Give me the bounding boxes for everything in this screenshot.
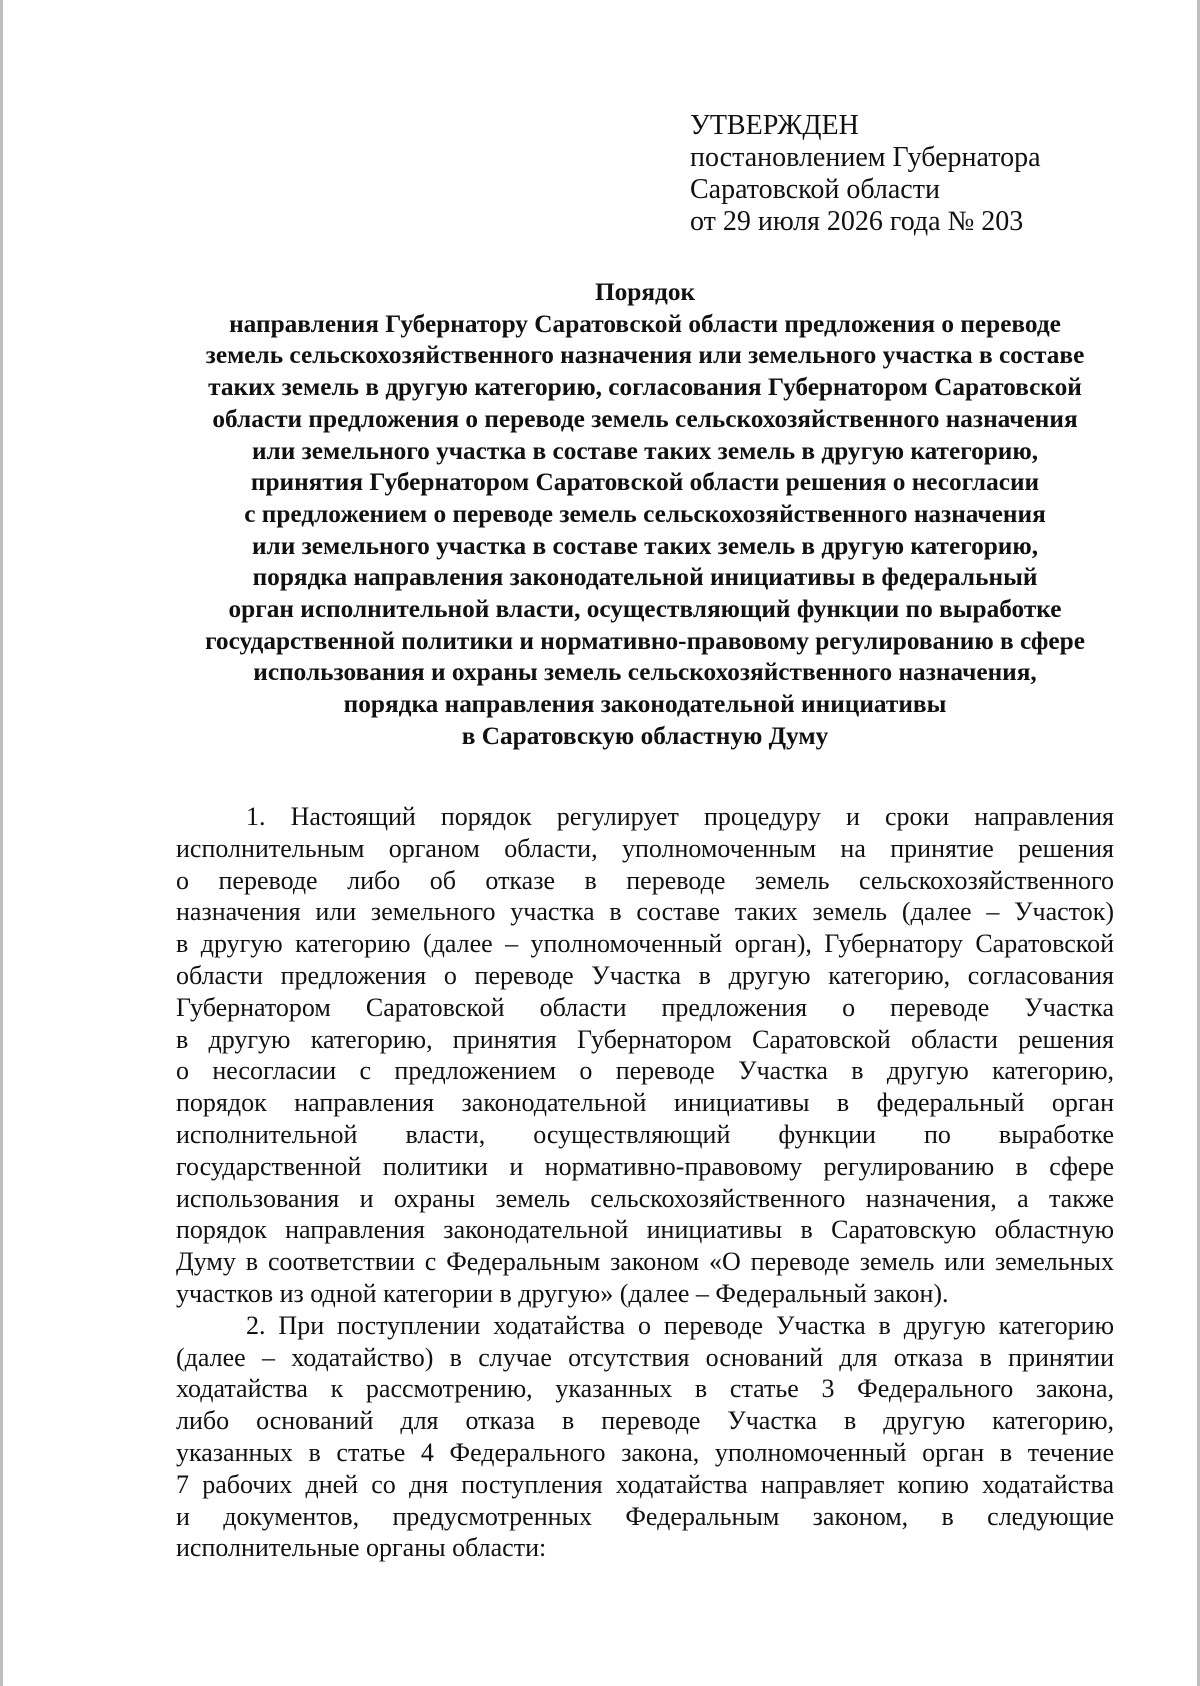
title-line: земель сельскохозяйственного назначения или земельного участка в составе	[205, 341, 1085, 370]
approval-date: от 29 июля 2026 года № 203	[690, 206, 1024, 237]
paragraph-line: указанных в статье 4 Федерального закона, уполномоченный орган в течение	[176, 1437, 1114, 1467]
paragraph-line: 2. При поступлении ходатайства о переводе Участка в другую категорию	[246, 1310, 1114, 1340]
approval-stamp	[690, 110, 1150, 238]
paragraph-line: (далее – ходатайство) в случае отсутствия оснований для отказа в принятии	[176, 1342, 1114, 1372]
paragraph-line: ходатайства к рассмотрению, указанных в статье 3 Федерального закона,	[176, 1374, 1114, 1404]
title-line: принятия Губернатором Саратовской области решения о несогласии	[250, 468, 1040, 497]
paragraph-line: исполнительной власти, осуществляющий функции по выработке	[176, 1119, 1114, 1149]
paragraph-line: исполнительные органы области:	[176, 1533, 547, 1563]
paragraph-line: порядок направления законодательной инициативы в федеральный орган	[176, 1088, 1114, 1118]
paragraph-line: о несогласии с предложением о переводе Участка в другую категорию,	[176, 1056, 1114, 1086]
title-line: использования и охраны земель сельскохозяйственного назначения,	[253, 658, 1037, 687]
title-line: направления Губернатору Саратовской области предложения о переводе	[229, 309, 1061, 338]
paragraph-line: Губернатором Саратовской области предложения о переводе Участка	[176, 992, 1114, 1022]
paragraph-line: назначения или земельного участка в составе таких земель (далее – Участок)	[176, 897, 1114, 927]
title-line: государственной политики и нормативно-правовому регулированию в сфере	[205, 626, 1085, 655]
paragraph-line: государственной политики и нормативно-правовому регулированию в сфере	[176, 1151, 1114, 1181]
paragraph-line: либо оснований для отказа в переводе Участка в другую категорию,	[176, 1406, 1114, 1436]
paragraph-line: и документов, предусмотренных Федеральным законом, в следующие	[176, 1501, 1114, 1531]
approval-line: постановлением Губернатора	[690, 142, 1041, 173]
title-line: порядка направления законодательной инициативы в федеральный	[252, 563, 1038, 592]
document-body	[176, 801, 1114, 1564]
paragraph-line: 1. Настоящий порядок регулирует процедуру и сроки направления	[246, 802, 1114, 831]
paragraph-line: использования и охраны земель сельскохозяйственного назначения, а также	[176, 1183, 1114, 1213]
paragraph-line: в другую категорию, принятия Губернатором Саратовской области решения	[176, 1024, 1114, 1054]
title-line: порядка направления законодательной инициативы	[343, 690, 947, 719]
paragraph-1	[176, 801, 1114, 1310]
title-line: с предложением о переводе земель сельскохозяйственного назначения	[244, 499, 1046, 528]
title-line: или земельного участка в составе таких земель в другую категорию,	[251, 531, 1039, 560]
scan-edge-left	[0, 0, 3, 1686]
paragraph-line: 7 рабочих дней со дня поступления ходатайства направляет копию ходатайства	[176, 1469, 1114, 1499]
paragraph-line: области предложения о переводе Участка в другую категорию, согласования	[176, 960, 1114, 990]
title-line: или земельного участка в составе таких земель в другую категорию,	[251, 436, 1039, 465]
title-line: таких земель в другую категорию, согласования Губернатором Саратовской	[208, 373, 1082, 402]
approval-line: Саратовской области	[690, 174, 940, 205]
document-title	[176, 277, 1114, 753]
paragraph-line: в другую категорию (далее – уполномоченный орган), Губернатору Саратовской	[176, 929, 1114, 959]
title-line: в Саратовскую областную Думу	[461, 721, 829, 750]
paragraph-line: о переводе либо об отказе в переводе земель сельскохозяйственного	[176, 865, 1114, 895]
approval-heading: УТВЕРЖДЕН	[690, 110, 859, 141]
paragraph-2	[176, 1310, 1114, 1564]
paragraph-line: Думу в соответствии с Федеральным законом «О переводе земель или земельных	[176, 1247, 1114, 1277]
paragraph-line: участков из одной категории в другую» (далее – Федеральный закон).	[176, 1278, 949, 1308]
paragraph-line: порядок направления законодательной инициативы в Саратовскую областную	[176, 1215, 1114, 1245]
title-line: Порядок	[594, 278, 696, 306]
title-line: области предложения о переводе земель сельскохозяйственного назначения	[212, 404, 1078, 433]
title-line: орган исполнительной власти, осуществляющий функции по выработке	[228, 595, 1062, 624]
paragraph-line: исполнительным органом области, уполномоченным на принятие решения	[176, 833, 1114, 863]
